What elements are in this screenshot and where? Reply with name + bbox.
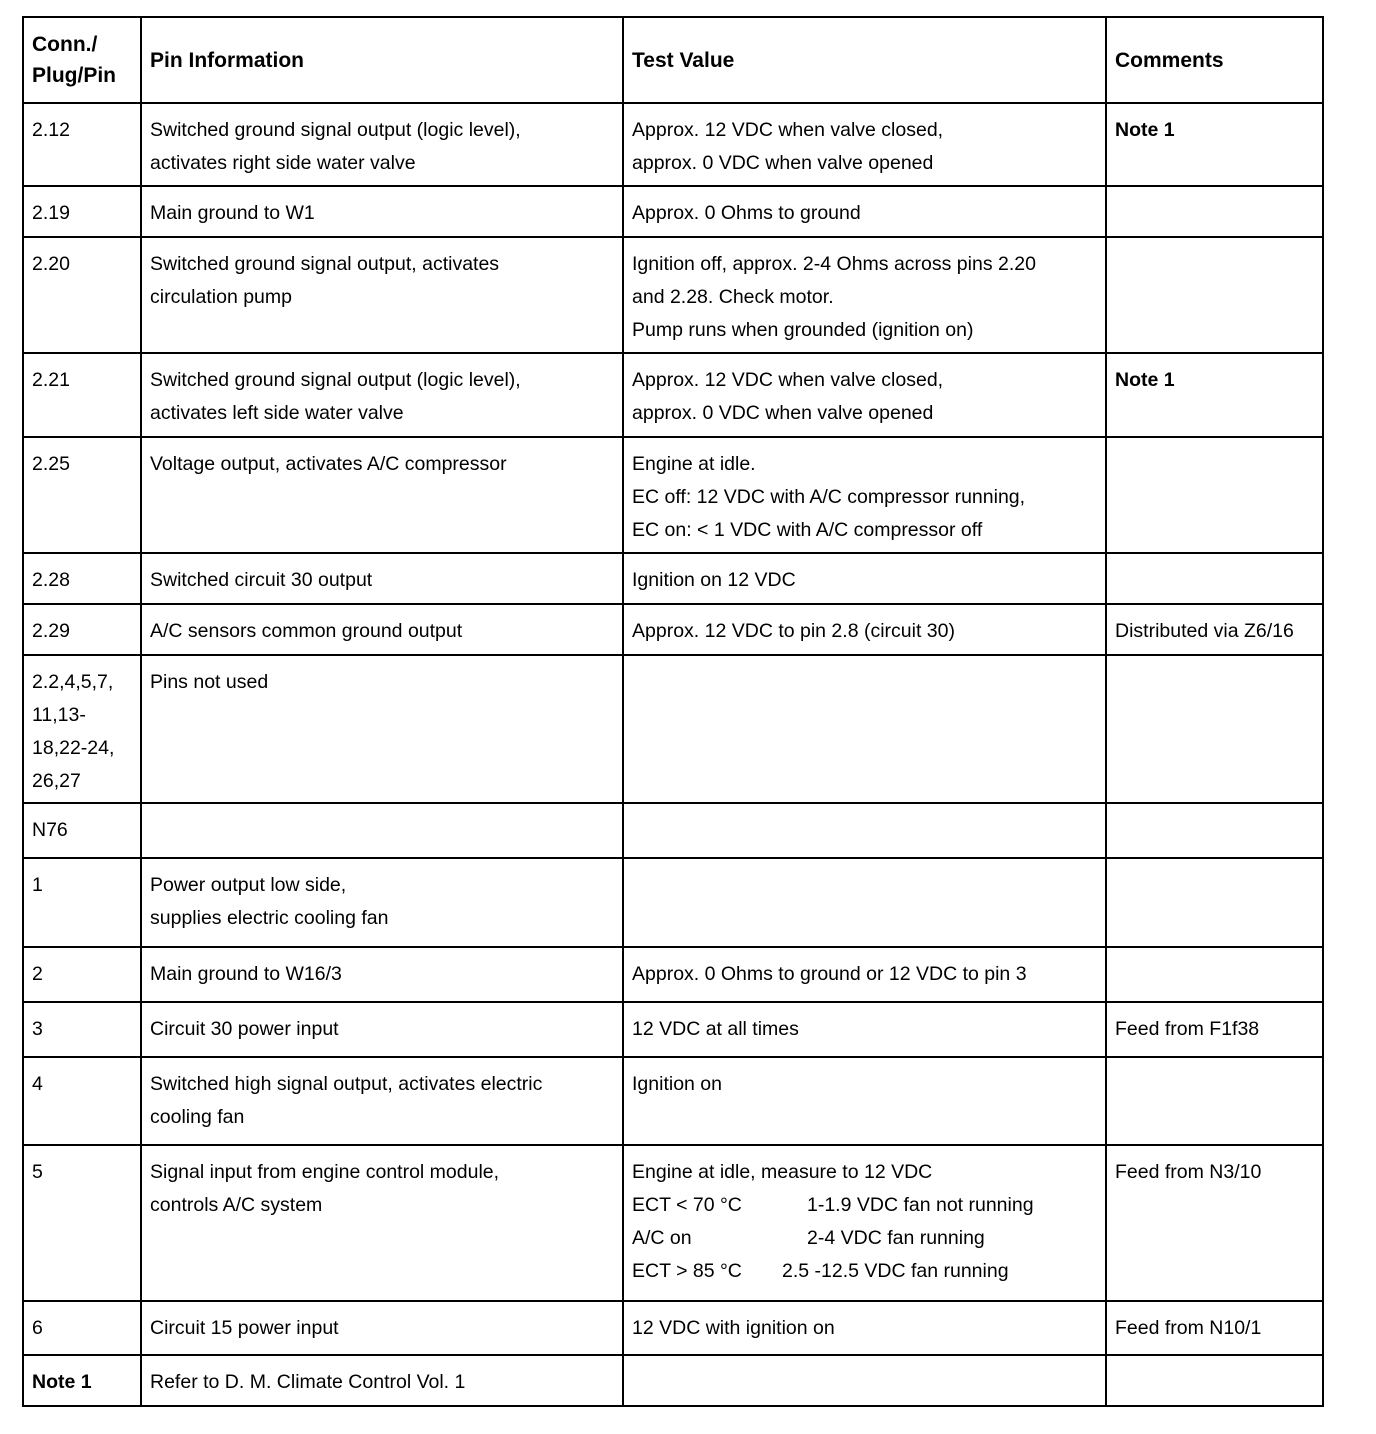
test-value-cell	[623, 803, 1106, 858]
conn-plug-pin-cell-line: 2.2,4,5,7,	[32, 671, 114, 693]
condition: ECT < 70 °C	[632, 1194, 742, 1216]
test-value-cell-line: EC off: 12 VDC with A/C compressor running,	[632, 486, 1026, 508]
test-value-cell-line: Ignition on	[632, 1073, 722, 1095]
table-row	[23, 237, 1323, 353]
comments-cell	[1106, 947, 1323, 1002]
conn-plug-pin-cell-line: 2.20	[32, 253, 70, 275]
conn-plug-pin-cell-line: 2	[32, 963, 43, 985]
condition-value: 1-1.9 VDC fan not running	[807, 1194, 1034, 1216]
pin-information-cell-line: activates left side water valve	[150, 402, 404, 424]
test-value-cell	[623, 237, 1106, 353]
pin-information-cell-line: Switched circuit 30 output	[150, 569, 373, 591]
pin-information-cell-line: circulation pump	[150, 286, 292, 308]
conn-plug-pin-cell-line: 5	[32, 1161, 43, 1183]
test-value-cell-line: Engine at idle, measure to 12 VDC	[632, 1161, 933, 1183]
conn-plug-pin-cell-line: 11,13-	[32, 704, 86, 726]
table-row	[23, 947, 1323, 1002]
header-comments: Comments	[1106, 17, 1323, 103]
pin-information-cell-line: Circuit 15 power input	[150, 1317, 339, 1339]
test-value-cell	[623, 1301, 1106, 1355]
conn-plug-pin-cell	[23, 803, 141, 858]
pin-information-cell	[141, 103, 623, 186]
pin-information-cell	[141, 1145, 623, 1301]
table-row	[23, 803, 1323, 858]
pin-information-cell	[141, 1002, 623, 1057]
comments-cell	[1106, 437, 1323, 553]
test-value-cell-line: Approx. 12 VDC when valve closed,	[632, 369, 944, 391]
condition-value: 2.5 -12.5 VDC fan running	[782, 1260, 1009, 1282]
table-row	[23, 655, 1323, 803]
table-row	[23, 1145, 1323, 1301]
test-value-cell-line: Ignition on 12 VDC	[632, 569, 796, 591]
pin-information-cell	[141, 1355, 623, 1406]
test-value-cell-line: Approx. 12 VDC to pin 2.8 (circuit 30)	[632, 620, 955, 642]
table-row	[23, 1355, 1323, 1406]
table-row	[23, 1002, 1323, 1057]
conn-plug-pin-cell-line: 1	[32, 874, 43, 896]
condition: A/C on	[632, 1227, 692, 1249]
test-value-cell-line: Approx. 12 VDC when valve closed,	[632, 119, 944, 141]
test-value-cell	[623, 1355, 1106, 1406]
pin-information-cell-line: Main ground to W16/3	[150, 963, 342, 985]
pin-information-cell-line: Voltage output, activates A/C compressor	[150, 453, 507, 475]
test-value-cell-line: Approx. 0 Ohms to ground	[632, 202, 861, 224]
comments-cell: Feed from F1f38	[1106, 1002, 1323, 1057]
conn-plug-pin-cell-line: 2.19	[32, 202, 70, 224]
pin-information-cell-line: Power output low side,	[150, 874, 347, 896]
test-value-cell-line: 12 VDC at all times	[632, 1018, 799, 1040]
comments-cell: Note 1	[1106, 103, 1323, 186]
conn-plug-pin-cell-line: 3	[32, 1018, 43, 1040]
pin-information-cell-line: Pins not used	[150, 671, 269, 693]
conn-plug-pin-cell	[23, 1355, 141, 1406]
conn-plug-pin-cell	[23, 437, 141, 553]
test-value-cell-line: Engine at idle.	[632, 453, 756, 475]
test-condition-line	[632, 1222, 1097, 1255]
conn-plug-pin-cell-line: 18,22-24,	[32, 737, 115, 759]
conn-plug-pin-cell-line: N76	[32, 819, 68, 841]
pin-information-cell-line: Switched high signal output, activates electric	[150, 1073, 543, 1095]
conn-plug-pin-cell	[23, 353, 141, 437]
pin-information-cell-line: Switched ground signal output (logic level),	[150, 369, 521, 391]
table-row	[23, 437, 1323, 553]
test-value-cell	[623, 604, 1106, 655]
test-value-cell-line: and 2.28. Check motor.	[632, 286, 834, 308]
header-row	[23, 17, 1323, 103]
header-pin-information: Pin Information	[141, 17, 623, 103]
comments-cell	[1106, 858, 1323, 947]
comments-cell	[1106, 237, 1323, 353]
pin-information-cell-line: Switched ground signal output (logic level),	[150, 119, 521, 141]
conn-plug-pin-cell	[23, 186, 141, 237]
pin-information-cell-line: Refer to D. M. Climate Control Vol. 1	[150, 1371, 466, 1393]
comments-cell: Distributed via Z6/16	[1106, 604, 1323, 655]
header-conn-line: Plug/Pin	[32, 64, 116, 87]
conn-plug-pin-cell	[23, 1301, 141, 1355]
pin-information-cell	[141, 1301, 623, 1355]
header-test-value: Test Value	[623, 17, 1106, 103]
comments-cell: Feed from N3/10	[1106, 1145, 1323, 1301]
conn-plug-pin-cell	[23, 604, 141, 655]
pin-information-table	[22, 16, 1324, 1407]
conn-plug-pin-cell-line: 2.29	[32, 620, 70, 642]
comments-cell: Feed from N10/1	[1106, 1301, 1323, 1355]
test-value-cell-line: Ignition off, approx. 2-4 Ohms across pins 2.20	[632, 253, 1036, 275]
conn-plug-pin-cell	[23, 655, 141, 803]
test-condition-line	[632, 1255, 1097, 1288]
condition: ECT > 85 °C	[632, 1260, 742, 1282]
test-condition-line	[632, 1189, 1097, 1222]
test-value-cell	[623, 655, 1106, 803]
table-row	[23, 604, 1323, 655]
header-conn	[23, 17, 141, 103]
pin-information-cell	[141, 604, 623, 655]
test-value-cell-line: approx. 0 VDC when valve opened	[632, 402, 934, 424]
pin-information-cell	[141, 353, 623, 437]
conn-plug-pin-cell-line: 2.21	[32, 369, 70, 391]
header-conn-line: Conn./	[32, 33, 98, 56]
conn-plug-pin-cell	[23, 1145, 141, 1301]
comments-cell	[1106, 803, 1323, 858]
table-row	[23, 1301, 1323, 1355]
comments-cell: Note 1	[1106, 353, 1323, 437]
test-value-cell	[623, 437, 1106, 553]
conn-plug-pin-cell-line: 2.12	[32, 119, 70, 141]
conn-plug-pin-cell	[23, 947, 141, 1002]
pin-information-cell	[141, 947, 623, 1002]
conn-plug-pin-cell	[23, 103, 141, 186]
conn-plug-pin-cell	[23, 858, 141, 947]
pin-information-cell-line: controls A/C system	[150, 1194, 323, 1216]
table-row	[23, 353, 1323, 437]
comments-cell	[1106, 655, 1323, 803]
conn-plug-pin-cell	[23, 237, 141, 353]
pin-information-cell-line: activates right side water valve	[150, 152, 416, 174]
pin-information-cell-line: A/C sensors common ground output	[150, 620, 463, 642]
test-value-cell	[623, 1002, 1106, 1057]
pin-information-cell	[141, 553, 623, 604]
test-value-cell	[623, 103, 1106, 186]
pin-information-cell	[141, 237, 623, 353]
conn-plug-pin-cell	[23, 553, 141, 604]
test-value-cell-line: Pump runs when grounded (ignition on)	[632, 319, 974, 341]
test-value-cell	[623, 1145, 1106, 1301]
test-value-cell-line: approx. 0 VDC when valve opened	[632, 152, 934, 174]
test-value-cell	[623, 553, 1106, 604]
table-row	[23, 858, 1323, 947]
pin-information-cell-line: Signal input from engine control module,	[150, 1161, 500, 1183]
table-row	[23, 553, 1323, 604]
test-value-cell-line: Approx. 0 Ohms to ground or 12 VDC to pin 3	[632, 963, 1027, 985]
pin-information-cell-line: Circuit 30 power input	[150, 1018, 339, 1040]
comments-cell	[1106, 1355, 1323, 1406]
conn-plug-pin-cell-line: 2.25	[32, 453, 70, 475]
pin-information-cell	[141, 437, 623, 553]
pin-information-cell	[141, 655, 623, 803]
test-value-cell-line: EC on: < 1 VDC with A/C compressor off	[632, 519, 983, 541]
conn-plug-pin-cell-line: 6	[32, 1317, 43, 1339]
pin-information-cell	[141, 1057, 623, 1145]
pin-information-cell	[141, 186, 623, 237]
test-value-cell-line: 12 VDC with ignition on	[632, 1317, 835, 1339]
pin-information-cell-line: Switched ground signal output, activates	[150, 253, 500, 275]
comments-cell	[1106, 186, 1323, 237]
pin-information-cell-line: supplies electric cooling fan	[150, 907, 389, 929]
table-row	[23, 186, 1323, 237]
test-value-cell	[623, 353, 1106, 437]
condition-value: 2-4 VDC fan running	[807, 1227, 985, 1249]
pin-information-cell-line: cooling fan	[150, 1106, 245, 1128]
conn-plug-pin-cell-line: 26,27	[32, 770, 81, 792]
test-value-cell	[623, 947, 1106, 1002]
table-row	[23, 1057, 1323, 1145]
conn-plug-pin-cell	[23, 1002, 141, 1057]
comments-cell	[1106, 1057, 1323, 1145]
conn-plug-pin-cell-line: 4	[32, 1073, 43, 1095]
conn-plug-pin-cell-line: Note 1	[32, 1371, 92, 1393]
pin-information-cell	[141, 858, 623, 947]
comments-cell	[1106, 553, 1323, 604]
table-row	[23, 103, 1323, 186]
conn-plug-pin-cell	[23, 1057, 141, 1145]
test-value-cell	[623, 1057, 1106, 1145]
pin-information-cell-line: Main ground to W1	[150, 202, 315, 224]
test-value-cell	[623, 858, 1106, 947]
test-value-cell	[623, 186, 1106, 237]
conn-plug-pin-cell-line: 2.28	[32, 569, 70, 591]
pin-information-cell	[141, 803, 623, 858]
